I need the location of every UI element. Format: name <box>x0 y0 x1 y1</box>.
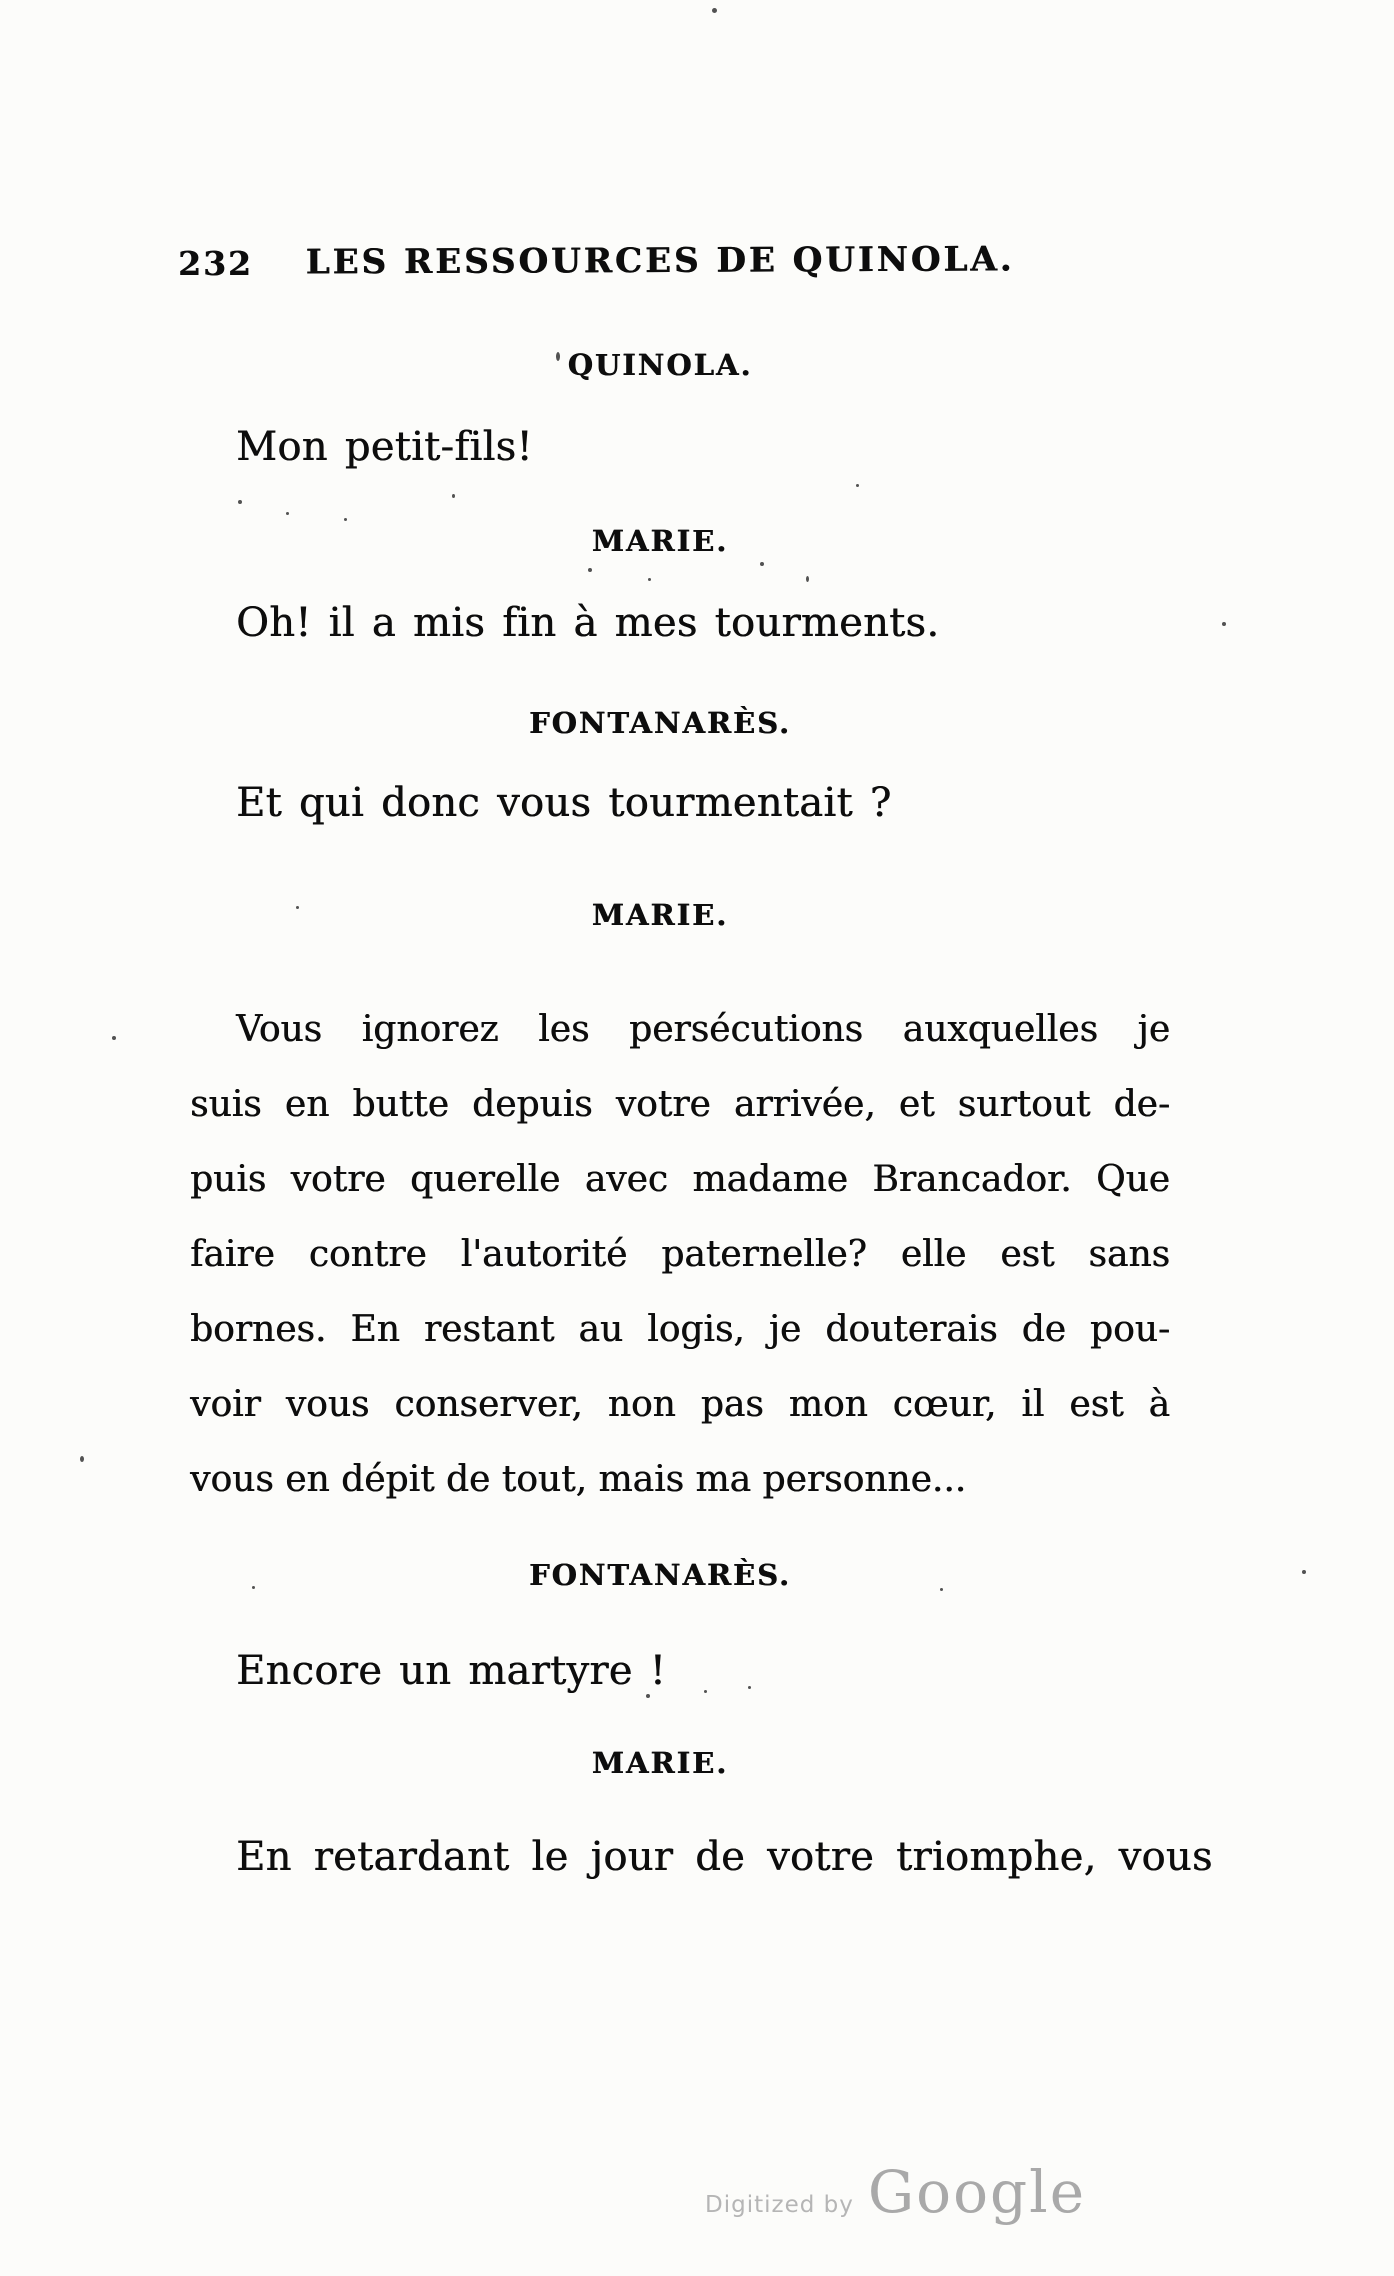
dialogue-line: En retardant le jour de votre triomphe, vous <box>236 1834 1213 1880</box>
speaker-heading-marie: MARIE. <box>591 1746 729 1780</box>
ink-speck <box>252 1586 255 1589</box>
dialogue-line: Et qui donc vous tourmentait ? <box>236 780 892 826</box>
watermark-prefix-text: Digitized by <box>705 2192 854 2218</box>
paragraph-line: vous en dépit de tout, mais ma personne... <box>190 1459 967 1500</box>
paragraph-line: bornes. En restant au logis, je douterais de pou- <box>190 1309 1170 1350</box>
speaker-heading-marie: MARIE. <box>591 524 729 558</box>
ink-speck <box>588 568 592 572</box>
speaker-heading-fontanares: FONTANARÈS. <box>528 1558 792 1592</box>
ink-speck <box>1222 622 1226 626</box>
dialogue-line: Mon petit-fils! <box>236 424 533 470</box>
ink-speck <box>296 906 299 909</box>
digitized-by-google-watermark <box>705 2158 1086 2226</box>
ink-speck <box>806 576 809 582</box>
ink-speck <box>760 562 764 566</box>
ink-speck <box>344 518 347 521</box>
paragraph-line: voir vous conserver, non pas mon cœur, il est à <box>190 1384 1170 1425</box>
google-logo: Google <box>867 2158 1087 2226</box>
ink-speck <box>940 1588 943 1591</box>
ink-speck <box>712 8 717 13</box>
paragraph-line: puis votre querelle avec madame Brancador. Que <box>190 1159 1170 1200</box>
ink-speck <box>556 352 560 361</box>
ink-speck <box>648 578 651 581</box>
page-number: 232 <box>178 244 253 283</box>
running-header-title: LES RESSOURCES DE QUINOLA. <box>305 239 1015 283</box>
ink-speck <box>748 1686 751 1689</box>
ink-speck <box>704 1690 707 1693</box>
ink-speck <box>112 1036 116 1040</box>
speaker-heading-quinola: QUINOLA. <box>567 348 753 382</box>
ink-speck <box>80 1456 84 1462</box>
paragraph-line: faire contre l'autorité paternelle? elle est sans <box>190 1234 1170 1275</box>
dialogue-line: Encore un martyre ! <box>236 1648 667 1694</box>
speaker-heading-fontanares: FONTANARÈS. <box>528 706 792 740</box>
ink-speck <box>286 512 289 515</box>
ink-speck <box>646 1694 650 1698</box>
ink-speck <box>1302 1570 1306 1574</box>
marie-speech-paragraph <box>190 992 1170 1517</box>
speaker-heading-marie: MARIE. <box>591 898 729 932</box>
dialogue-line: Oh! il a mis fin à mes tourments. <box>236 600 940 646</box>
ink-speck <box>856 484 859 487</box>
ink-speck <box>238 500 242 504</box>
paragraph-line: Vous ignorez les persécutions auxquelles je <box>236 1009 1170 1050</box>
ink-speck <box>452 494 455 498</box>
paragraph-line: suis en butte depuis votre arrivée, et surtout de- <box>190 1084 1170 1125</box>
